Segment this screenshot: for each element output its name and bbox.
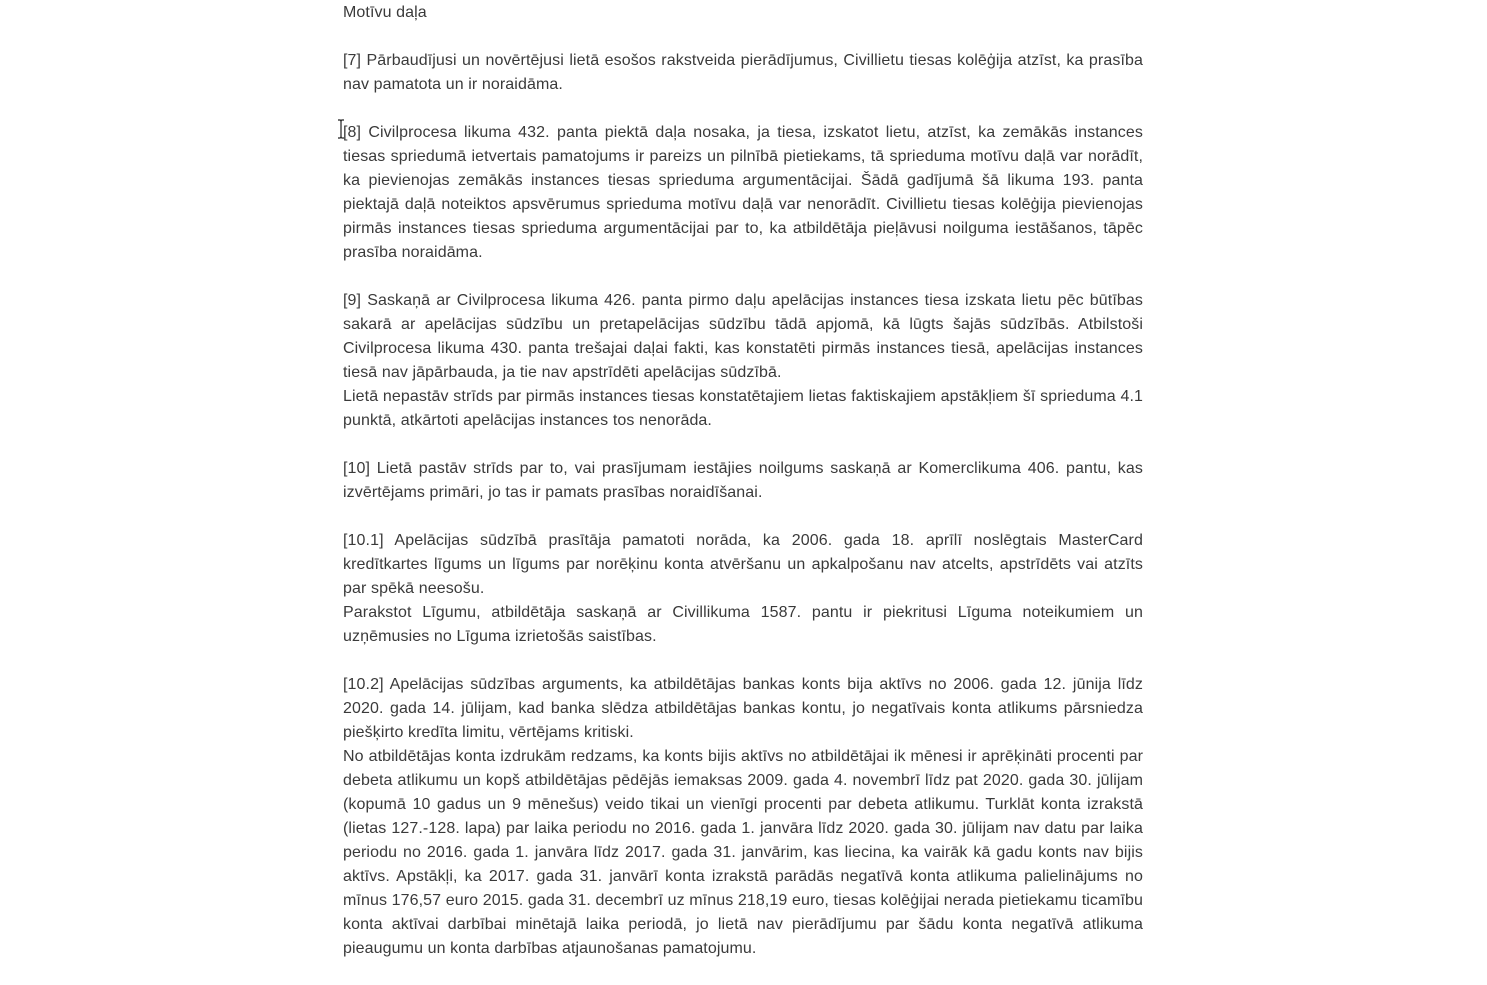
text-cursor-icon: [336, 119, 346, 139]
document-body: [343, 1, 1143, 985]
paragraph-10: [10] Lietā pastāv strīds par to, vai prasījumam iestājies noilgums saskaņā ar Komerclikuma 406. pantu, kas izvērtējams primāri, jo tas ir pamats prasības noraidīšanai.: [343, 460, 1143, 501]
paragraph-10-1: [10.1] Apelācijas sūdzībā prasītāja pamatoti norāda, ka 2006. gada 18. aprīlī noslēgtais MasterCard kredītkartes līgums un līgums par norēķinu konta atvēršanu un apkalpošanu nav atcelts, apstrīdēts vai atzīts par spēkā neesošu.: [343, 532, 1143, 597]
section-heading: Motīvu daļa: [343, 4, 427, 21]
paragraph-10-2: [10.2] Apelācijas sūdzības arguments, ka atbildētājas bankas konts bija aktīvs no 2006. gada 12. jūnija līdz 2020. gada 14. jūlijam, kad banka slēdza atbildētājas bankas kontu, jo negatīvais konta atlikums pārsniedza piešķirto kredīta limitu, vērtējams kritiski.: [343, 676, 1143, 741]
paragraph-9: [9] Saskaņā ar Civilprocesa likuma 426. panta pirmo daļu apelācijas instances tiesa izskata lietu pēc būtības sakarā ar apelācijas sūdzību un pretapelācijas sūdzību tādā apjomā, kā lūgts šajās sūdzībās. Atbilstoši Civilprocesa likuma 430. panta trešajai daļai fakti, kas konstatēti pirmās instances tiesā, apelācijas instances tiesā nav jāpārbauda, ja tie nav apstrīdēti apelācijas sūdzībā.: [343, 292, 1143, 381]
paragraph-10-2-continued: No atbildētājas konta izdrukām redzams, ka konts bijis aktīvs no atbildētājai ik mēnesi ir aprēķināti procenti par debeta atlikumu un kopš atbildētājas pēdējās iemaksas 2009. gada 4. novembrī līdz pat 2020. gada 30. jūlijam (kopumā 10 gadus un 9 mēnešus) veido tikai un vienīgi procenti par debeta atlikumu. Turklāt konta izrakstā (lietas 127.-128. lapa) par laika periodu no 2016. gada 1. janvāra līdz 2020. gada 30. jūlijam nav datu par laika periodu no 2016. gada 1. janvāra līdz 2017. gada 31. janvārim, kas liecina, ka vairāk kā gadu konts nav bijis aktīvs. Apstākļi, ka 2017. gada 31. janvārī konta izrakstā parādās negatīvā konta atlikuma palielinājums no mīnus 176,57 euro 2015. gada 31. decembrī uz mīnus 218,19 euro, tiesas kolēģijai nerada pietiekamu ticamību konta aktīvai darbībai minētajā laika periodā, jo lietā nav pierādījumu par šādu konta negatīvā atlikuma pieaugumu un konta darbības atjaunošanas pamatojumu.: [343, 748, 1143, 957]
paragraph-10-1-continued: Parakstot Līgumu, atbildētāja saskaņā ar Civillikuma 1587. pantu ir piekritusi Līguma noteikumiem un uzņēmusies no Līguma izrietošās saistības.: [343, 604, 1143, 645]
paragraph-7: [7] Pārbaudījusi un novērtējusi lietā esošos rakstveida pierādījumus, Civillietu tiesas kolēģija atzīst, ka prasība nav pamatota un ir noraidāma.: [343, 52, 1143, 93]
paragraph-9-continued: Lietā nepastāv strīds par pirmās instances tiesas konstatētajiem lietas faktiskajiem apstākļiem šī sprieduma 4.1 punktā, atkārtoti apelācijas instances tos nenorāda.: [343, 388, 1143, 429]
paragraph-8: [8] Civilprocesa likuma 432. panta piektā daļa nosaka, ja tiesa, izskatot lietu, atzīst, ka zemākās instances tiesas spriedumā ietvertais pamatojums ir pareizs un pilnībā pietiekams, tā sprieduma motīvu daļā var norādīt, ka pievienojas zemākās instances tiesas sprieduma argumentācijai. Šādā gadījumā šā likuma 193. panta piektajā daļā noteiktos apsvērumus sprieduma motīvu daļā var nenorādīt. Civillietu tiesas kolēģija pievienojas pirmās instances tiesas sprieduma argumentācijai par to, ka atbildētāja pieļāvusi noilguma iestāšanos, tāpēc prasība noraidāma.: [343, 124, 1143, 261]
